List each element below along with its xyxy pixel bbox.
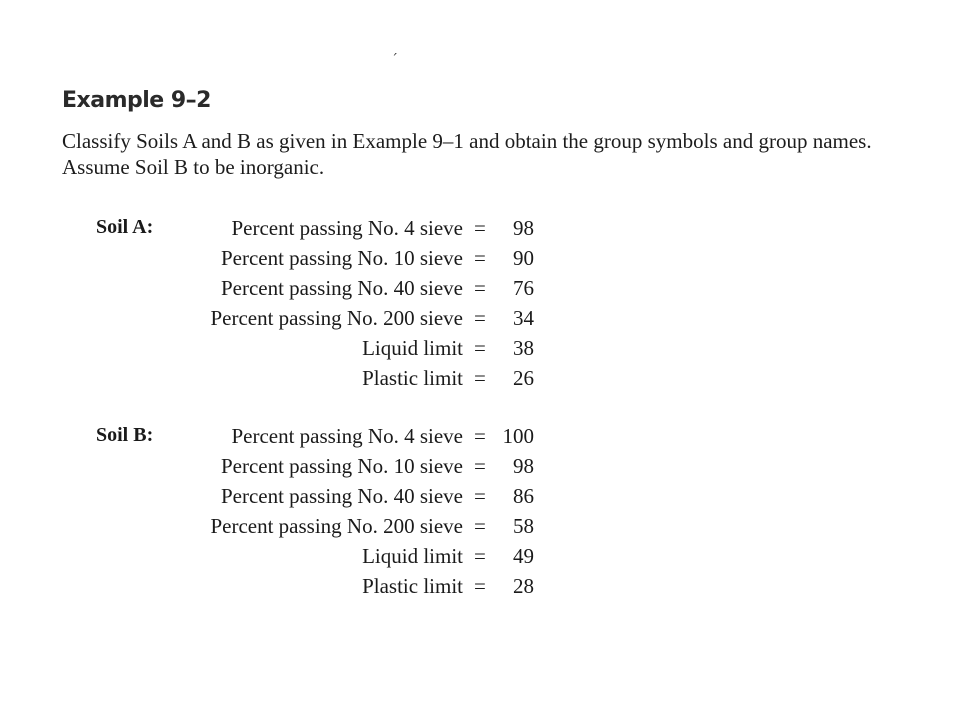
property-value: 76 xyxy=(513,276,534,300)
stray-mark: ´ xyxy=(391,52,398,68)
property-label: Percent passing No. 4 sieve xyxy=(231,424,463,448)
property-value: 38 xyxy=(513,336,534,360)
property-value: 86 xyxy=(513,484,534,508)
equals-sign: = xyxy=(474,454,486,478)
equals-sign: = xyxy=(474,514,486,538)
equals-sign: = xyxy=(474,336,486,360)
soil-b-row xyxy=(0,454,960,484)
equals-sign: = xyxy=(474,424,486,448)
property-value: 34 xyxy=(513,306,534,330)
property-value: 90 xyxy=(513,246,534,270)
equals-sign: = xyxy=(474,216,486,240)
property-label: Percent passing No. 10 sieve xyxy=(220,246,463,270)
soil-b-row xyxy=(0,424,960,454)
soil-a-row xyxy=(0,336,960,366)
property-label: Percent passing No. 40 sieve xyxy=(220,484,463,508)
property-label: Percent passing No. 200 sieve xyxy=(210,514,463,538)
example-heading: Example 9–2 xyxy=(62,88,211,113)
equals-sign: = xyxy=(474,574,486,598)
soil-b-row xyxy=(0,574,960,604)
property-label: Percent passing No. 10 sieve xyxy=(220,454,463,478)
property-value: 98 xyxy=(513,216,534,240)
property-label: Percent passing No. 4 sieve xyxy=(231,216,463,240)
equals-sign: = xyxy=(474,306,486,330)
equals-sign: = xyxy=(474,246,486,270)
soil-b-row xyxy=(0,514,960,544)
property-value: 28 xyxy=(513,574,534,598)
problem-statement: Classify Soils A and B as given in Example 9–1 and obtain the group symbols and group names. Assume Soil B to be inorganic. xyxy=(62,129,872,179)
property-value: 98 xyxy=(513,454,534,478)
soil-b-row xyxy=(0,484,960,514)
soil-b-label: Soil B: xyxy=(96,424,154,446)
soil-a-row xyxy=(0,366,960,396)
property-value: 100 xyxy=(502,424,534,448)
property-label: Liquid limit xyxy=(362,336,463,360)
soil-a-label: Soil A: xyxy=(96,216,154,238)
soil-a-row xyxy=(0,276,960,306)
property-label: Plastic limit xyxy=(362,574,463,598)
equals-sign: = xyxy=(474,366,486,390)
soil-b-row xyxy=(0,544,960,574)
property-label: Percent passing No. 200 sieve xyxy=(210,306,463,330)
property-value: 26 xyxy=(513,366,534,390)
property-value: 58 xyxy=(513,514,534,538)
soil-a-row xyxy=(0,216,960,246)
equals-sign: = xyxy=(474,276,486,300)
equals-sign: = xyxy=(474,544,486,568)
property-label: Liquid limit xyxy=(362,544,463,568)
equals-sign: = xyxy=(474,484,486,508)
soil-a-row xyxy=(0,246,960,276)
property-label: Percent passing No. 40 sieve xyxy=(220,276,463,300)
soil-a-row xyxy=(0,306,960,336)
property-value: 49 xyxy=(513,544,534,568)
property-label: Plastic limit xyxy=(362,366,463,390)
